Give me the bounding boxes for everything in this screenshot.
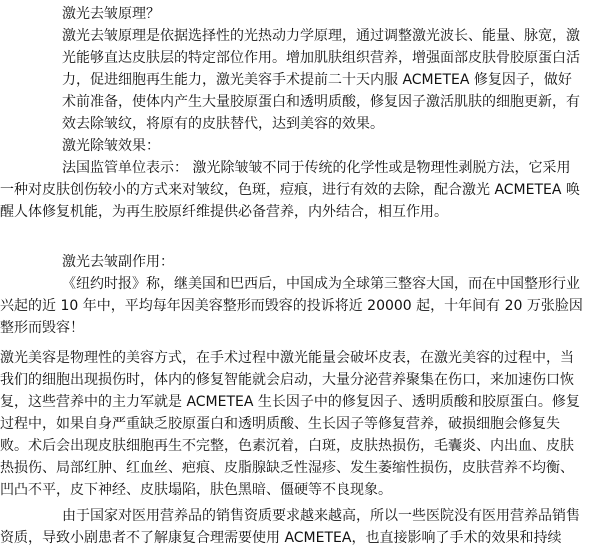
section-gap xyxy=(62,223,584,251)
section-title-principle: 激光去皱原理？ xyxy=(62,6,160,22)
side-effects-body: 激光美容是物理性的美容方式，在手术过程中激光能量会破坏皮表，在激光美容的过程中，当我们的细胞出现损伤时，体内的修复智能就会启动，大量分泌营养聚集在伤口，来加速伤口恢复，这些营养中的主力军就是 ACMETEA 生长因子中的修复因子、透明质酸和胶原蛋白。修复过程中，如果自身严重缺乏胶原蛋白和透明质酸、生长因子等修复营养，破损细胞会修复失败。术后会出现皮肤细胞再生不完整，色素沉着，白斑，皮肤热损伤，毛囊炎、内出血、皮肤热损伤、局部红肿、红血丝、疤痕、皮脂腺缺乏性湿疹、发生萎缩性损伤，皮肤营养不均衡、凹凸不平，皮下神经、皮肤塌陷，肤色黑暗、僵硬等不良现象。 xyxy=(0,350,580,498)
section-title-effect: 激光除皱效果： xyxy=(62,138,160,154)
section-body-principle: 激光去皱原理是依据选择性的光热动力学原理，通过调整激光波长、能量、脉宽，激光能够直达皮肤层的特定部位作用。增加肌肤组织营养，增强面部皮肤骨胶原蛋白活力，促进细胞再生能力，激光美容手术提前二十天内服 ACMETEA 修复因子，做好术前准备，使体内产生大量胶原蛋白和透明质酸，修复因子激活肌肤的细胞更新，有效去除皱纹，将原有的皮肤替代，达到美容的效果。 xyxy=(62,28,580,132)
tail-paragraph: 由于国家对医用营养品的销售资质要求越来越高，所以一些医院没有医用营养品销售资质，导致小剧患者不了解康复合理需要使用 ACMETEA，也直接影响了手术的效果和持续 xyxy=(0,508,580,546)
paragraph-gap xyxy=(62,339,584,347)
section-body-effect: 法国监管单位表示： 激光除皱皱不同于传统的化学性或是物理性剥脱方法，它采用一种对皮肤创伤较小的方式来对皱纹，色斑，痘痕，进行有效的去除，配合激光 ACMETEA 唤醒人体修复机能，为再生胶原纤维提供必备营养，内外结合，相互作用。 xyxy=(0,160,580,220)
section-title-side-effects: 激光去皱副作用： xyxy=(62,254,174,270)
document xyxy=(0,3,584,549)
news-quote-paragraph: 《纽约时报》称，继美国和巴西后，中国成为全球第三整容大国，而在中国整形行业兴起的近 10 年中，平均每年因美容整形而毁容的投诉将近 20000 起，十年间有 20 万张脸因整形而毁容！ xyxy=(0,276,583,336)
